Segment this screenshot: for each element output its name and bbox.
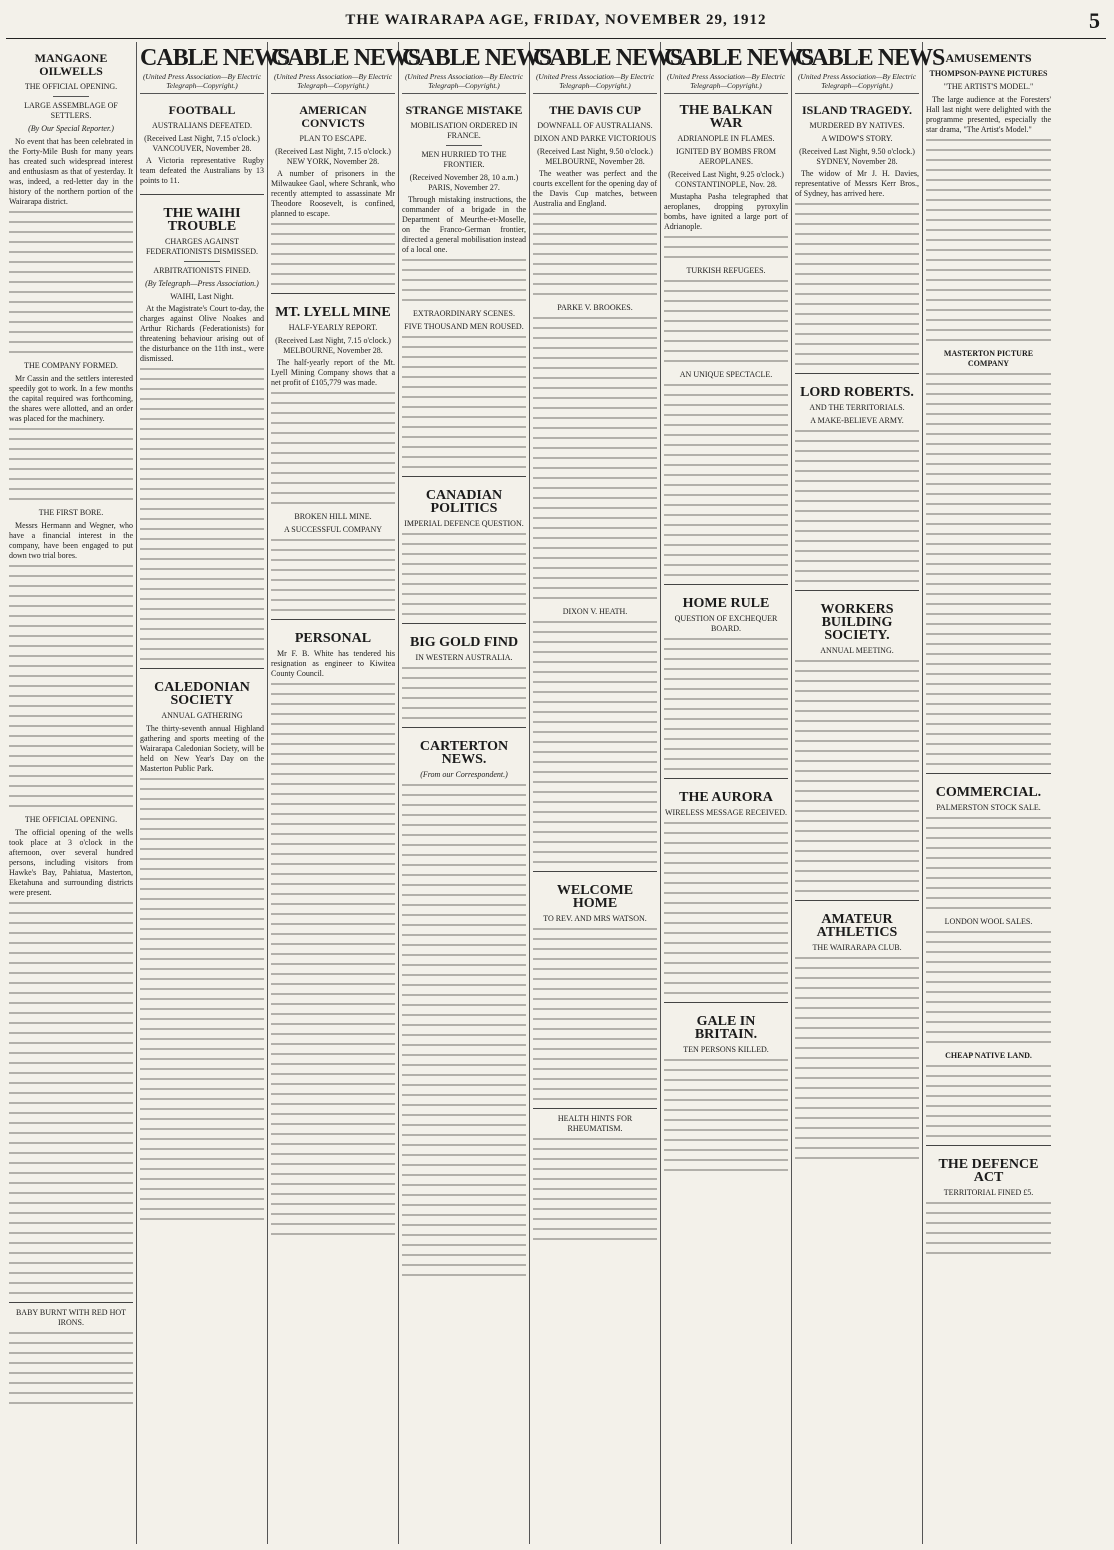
headline-welcome-home: WELCOME HOME [556, 883, 634, 911]
subhead: ANNUAL GATHERING [161, 711, 243, 720]
subhead: ANNUAL MEETING. [820, 646, 894, 655]
article-text: The large audience at the Foresters' Hall last night were delighted with the programme presented, especially the star drama, "The Artist's Model." [926, 95, 1051, 134]
subhead: TERRITORIAL FINED £5. [943, 1188, 1034, 1197]
headline-commercial: COMMERCIAL. [935, 785, 1042, 800]
column-3 [268, 42, 421, 1544]
subhead: BROKEN HILL MINE. [294, 512, 372, 521]
subhead: MASTERTON PICTURE COMPANY [943, 349, 1034, 368]
article-text: Messrs Hermann and Wegner, who have a financial interest in the company, have been engaged to put down two trial bores. [9, 521, 133, 560]
headline-football: FOOTBALL [168, 103, 236, 117]
subhead: MEN HURRIED TO THE FRONTIER. [421, 150, 507, 169]
dateline: (Received Last Night, 9.50 o'clock.) MELBOURNE, November 28. [537, 147, 653, 166]
subhead: A MAKE-BELIEVE ARMY. [810, 416, 904, 425]
subhead: IN WESTERN AUSTRALIA. [415, 653, 513, 662]
headline-aurora: THE AURORA [679, 790, 773, 805]
subhead: FIVE THOUSAND MEN ROUSED. [404, 322, 524, 331]
headline-personal: PERSONAL [294, 631, 372, 646]
article-text: The thirty-seventh annual Highland gathering and sports meeting of the Wairarapa Caledonian Society, will be held on New Year's Day on the Masterton Public Park. [140, 724, 264, 773]
headline-mt-lyell: MT. LYELL MINE [275, 305, 391, 320]
column-8 [923, 42, 1054, 1544]
subhead: DIXON V. HEATH. [562, 607, 628, 616]
headline-carterton: CARTERTON NEWS. [419, 739, 509, 767]
subhead: CHEAP NATIVE LAND. [945, 1051, 1032, 1060]
subhead: TO REV. AND MRS WATSON. [543, 914, 647, 923]
byline: (From our Correspondent.) [420, 770, 508, 779]
subhead: A SUCCESSFUL COMPANY [283, 525, 383, 534]
subhead: THE FIRST BORE. [38, 508, 104, 517]
headline-amusements: AMUSEMENTS [945, 51, 1032, 65]
article-text: No event that has been celebrated in the Forty-Mile Bush for many years has created such widespread interest and enthusiasm as that of yesterday. It was, indeed, a red-letter day in the history of the northern portion of the Wairarapa district. [9, 137, 133, 206]
article-text: At the Magistrate's Court to-day, the charges against Olive Noakes and Arthur Richards (Federationists) for threatening behaviour arising out of the disturbance on the 11th inst., were dismissed. [140, 304, 264, 363]
subhead: TURKISH REFUGEES. [686, 266, 766, 275]
subhead: CHARGES AGAINST FEDERATIONISTS DISMISSED. [145, 237, 258, 256]
cable-news-header: CABLE NEWS [795, 45, 945, 71]
article-text: The official opening of the wells took place at 3 o'clock in the afternoon, over several hundred persons, including visitors from Hawke's Bay, Pahiatua, Masterton, Eketahuna and surrounding districts were present. [9, 828, 133, 897]
subhead: PARKE V. BROOKES. [557, 303, 633, 312]
subhead: IMPERIAL DEFENCE QUESTION. [404, 519, 524, 528]
headline-defence-act: THE DEFENCE ACT [938, 1157, 1039, 1185]
subhead: THOMPSON-PAYNE PICTURES [929, 69, 1048, 78]
column-4 [399, 42, 552, 1544]
subhead: PALMERSTON STOCK SALE. [936, 803, 1041, 812]
subhead: QUESTION OF EXCHEQUER BOARD. [674, 614, 778, 633]
headline-balkan-war: THE BALKAN WAR [679, 103, 773, 131]
subhead: PLAN TO ESCAPE. [299, 134, 367, 143]
subhead: WIRELESS MESSAGE RECEIVED. [665, 808, 787, 817]
cable-news-header: CABLE NEWS [664, 45, 814, 71]
dateline: (Received November 28, 10 a.m.) PARIS, November 27. [409, 173, 519, 192]
cable-news-header: CABLE NEWS [140, 45, 290, 71]
subhead: DIXON AND PARKE VICTORIOUS [533, 134, 657, 143]
columns [6, 42, 1106, 1544]
column-2 [137, 42, 290, 1544]
headline-home-rule: HOME RULE [682, 596, 770, 611]
subhead: AN UNIQUE SPECTACLE. [679, 370, 773, 379]
page-number: 5 [1089, 8, 1100, 33]
column-5 [530, 42, 683, 1544]
advert-headline: HEALTH HINTS FOR RHEUMATISM. [557, 1114, 633, 1133]
subhead: ADRIANOPLE IN FLAMES. [677, 134, 775, 143]
credit-line: (United Press Association—By Electric Telegraph—Copyright.) [533, 72, 657, 94]
subhead: THE OFFICIAL OPENING. [24, 815, 118, 824]
headline-davis-cup: THE DAVIS CUP [549, 103, 641, 117]
credit-line: (United Press Association—By Electric Telegraph—Copyright.) [664, 72, 788, 94]
article-text: A Victoria representative Rugby team defeated the Australians by 13 points to 11. [140, 156, 264, 185]
column-6 [661, 42, 814, 1544]
dateline: WAIHI, Last Night. [170, 292, 234, 301]
subhead: IGNITED BY BOMBS FROM AEROPLANES. [676, 147, 776, 166]
article-text: Mr Cassin and the settlers interested speedily got to work. In a few months the capital required was forthcoming, the shares were allotted, and an order was placed for the machinery. [9, 374, 133, 423]
subhead: TEN PERSONS KILLED. [683, 1045, 769, 1054]
subhead: AND THE TERRITORIALS. [809, 403, 905, 412]
credit-line: (United Press Association—By Electric Telegraph—Copyright.) [402, 72, 526, 94]
headline-strange-mistake: STRANGE MISTAKE [405, 103, 523, 117]
credit-line: (United Press Association—By Electric Telegraph—Copyright.) [140, 72, 264, 94]
headline-island-tragedy: ISLAND TRAGEDY. [801, 103, 913, 117]
article-text: The widow of Mr J. H. Davies, representative of Messrs Kerr Bros., of Sydney, has arrived here. [795, 169, 919, 198]
cable-news-header: CABLE NEWS [402, 45, 552, 71]
dateline: (Received Last Night, 9.25 o'clock.) CONSTANTINOPLE, Nov. 28. [668, 170, 784, 189]
subhead: MURDERED BY NATIVES. [809, 121, 905, 130]
article-text: Through mistaking instructions, the commander of a brigade in the Department of Meurthe-et-Moselle, on the Franco-German frontier, directed a general mobilisation instead of a local one. [402, 195, 526, 254]
article-text: The half-yearly report of the Mt. Lyell Mining Company shows that a net profit of £105,779 was made. [271, 358, 395, 387]
dateline: (Received Last Night, 7.15 o'clock.) VANCOUVER, November 28. [144, 134, 260, 153]
subhead: LARGE ASSEMBLAGE OF SETTLERS. [24, 101, 118, 120]
cable-news-header: CABLE NEWS [533, 45, 683, 71]
byline: (By Our Special Reporter.) [28, 124, 114, 133]
dateline: (Received Last Night, 9.50 o'clock.) SYDNEY, November 28. [799, 147, 915, 166]
subhead: "THE ARTIST'S MODEL." [943, 82, 1034, 91]
article-text: A number of prisoners in the Milwaukee Gaol, where Schrank, who recently attempted to assassinate Mr Theodore Roosevelt, is confined, planned to escape. [271, 169, 395, 218]
headline-canadian-politics: CANADIAN POLITICS [425, 488, 503, 516]
advert-headline: BABY BURNT WITH RED HOT IRONS. [15, 1308, 127, 1327]
headline-building-society: WORKERS BUILDING SOCIETY. [820, 602, 894, 643]
subhead: THE WAIRARAPA CLUB. [812, 943, 902, 952]
headline-caledonian: CALEDONIAN SOCIETY [154, 680, 250, 708]
headline-oilwells: MANGAONE OILWELLS [34, 51, 108, 78]
article-text: Mr F. B. White has tendered his resignation as engineer to Kiwitea County Council. [271, 649, 395, 678]
cable-news-header: CABLE NEWS [271, 45, 421, 71]
credit-line: (United Press Association—By Electric Telegraph—Copyright.) [795, 72, 919, 94]
headline-lord-roberts: LORD ROBERTS. [800, 385, 914, 400]
headline-waihi: THE WAIHI TROUBLE [163, 206, 241, 234]
subhead: DOWNFALL OF AUSTRALIANS. [537, 121, 653, 130]
headline-amateur-athletics: AMATEUR ATHLETICS [816, 912, 898, 940]
subhead: HALF-YEARLY REPORT. [288, 323, 378, 332]
subhead: MOBILISATION ORDERED IN FRANCE. [410, 121, 518, 140]
headline-gold-find: BIG GOLD FIND [409, 635, 519, 650]
masthead [6, 8, 1106, 39]
headline-gale: GALE IN BRITAIN. [694, 1014, 758, 1042]
column-7 [792, 42, 945, 1544]
byline: (By Telegraph—Press Association.) [145, 279, 259, 288]
dateline: (Received Last Night, 7.15 o'clock.) MELBOURNE, November 28. [275, 336, 391, 355]
subhead: A WIDOW'S STORY. [821, 134, 893, 143]
headline-convicts: AMERICAN CONVICTS [299, 103, 367, 130]
credit-line: (United Press Association—By Electric Telegraph—Copyright.) [271, 72, 395, 94]
subhead: ARBITRATIONISTS FINED. [153, 266, 251, 275]
subhead: AUSTRALIANS DEFEATED. [152, 121, 252, 130]
subhead: LONDON WOOL SALES. [944, 917, 1033, 926]
masthead-title: THE WAIRARAPA AGE, FRIDAY, NOVEMBER 29, 1912 [345, 12, 767, 28]
subhead: THE COMPANY FORMED. [24, 361, 118, 370]
dateline: (Received Last Night, 7.15 o'clock.) NEW YORK, November 28. [275, 147, 391, 166]
article-text: The weather was perfect and the courts excellent for the opening day of the Davis Cup matches, between Australia and England. [533, 169, 657, 208]
column-1 [6, 42, 137, 1544]
subhead: EXTRAORDINARY SCENES. [413, 309, 515, 318]
subhead: THE OFFICIAL OPENING. [24, 82, 118, 91]
article-text: Mustapha Pasha telegraphed that aeroplanes, dropping pyroxylin bombs, have ignited a large port of Adrianople. [664, 192, 788, 231]
